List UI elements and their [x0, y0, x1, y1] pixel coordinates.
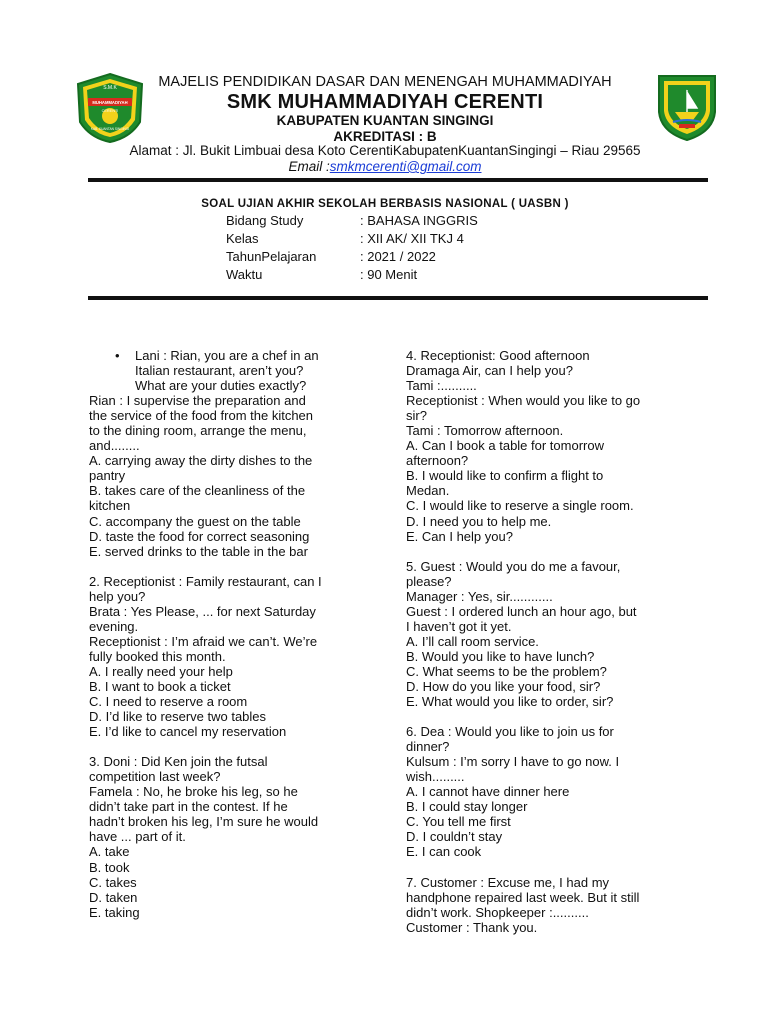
answer-option: E. What would you like to order, sir? [406, 694, 614, 710]
question-line: Guest : I ordered lunch an hour ago, but [406, 603, 637, 619]
answer-option: kitchen [89, 498, 131, 514]
answer-option: pantry [89, 468, 126, 484]
email-link[interactable]: smkmcerenti@gmail.com [329, 159, 482, 174]
answer-option: B. I want to book a ticket [89, 678, 231, 694]
answer-option: C. accompany the guest on the table [89, 513, 301, 529]
question-line: the service of the food from the kitchen [89, 408, 314, 424]
meta-value: : 90 Menit [360, 267, 418, 282]
question-line: wish......... [406, 769, 465, 785]
org-name: MAJELIS PENDIDIKAN DASAR DAN MENENGAH MUHAMMADIYAH [158, 74, 612, 90]
question-line: 2. Receptionist : Family restaurant, can I [89, 573, 322, 589]
questions-right-column [406, 348, 688, 935]
question-line: sir? [406, 408, 427, 424]
school-email-line [120, 159, 650, 174]
answer-option: B. Would you like to have lunch? [406, 648, 595, 664]
question-line: didn’t take part in the contest. If he [89, 799, 288, 815]
question-line: Receptionist : I’m afraid we can’t. We’re [89, 633, 318, 649]
answer-option: D. taken [89, 889, 138, 905]
question-line: handphone repaired last week. But it still [406, 889, 640, 905]
answer-option: E. I’d like to cancel my reservation [89, 724, 287, 740]
question-1-body [89, 393, 361, 559]
answer-option: A. carrying away the dirty dishes to the [89, 453, 313, 469]
answer-option: C. I would like to reserve a single room. [406, 498, 634, 514]
question-5 [406, 559, 688, 709]
answer-option: B. took [89, 859, 130, 875]
question-line: Receptionist : When would you like to go [406, 393, 641, 409]
question-line: Italian restaurant, aren’t you? [135, 363, 304, 379]
exam-title: SOAL UJIAN AKHIR SEKOLAH BERBASIS NASIONAL ( UASBN ) [201, 198, 569, 210]
question-line: Customer : Thank you. [406, 919, 538, 935]
answer-option: B. I could stay longer [406, 799, 528, 815]
answer-option: C. I need to reserve a room [89, 694, 248, 710]
question-line: 5. Guest : Would you do me a favour, [406, 558, 621, 574]
question-line: please? [406, 573, 452, 589]
meta-label: Kelas [226, 231, 259, 246]
answer-option: Medan. [406, 483, 450, 499]
header-divider [88, 178, 708, 182]
answer-option: E. taking [89, 904, 140, 920]
question-line: to the dining room, arrange the menu, [89, 423, 307, 439]
meta-label: Waktu [226, 267, 263, 282]
answer-option: A. Can I book a table for tomorrow [406, 438, 604, 454]
question-line: evening. [89, 618, 139, 634]
question-line: Tami :.......... [406, 378, 477, 394]
answer-option: C. takes [89, 874, 137, 890]
question-line: Rian : I supervise the preparation and [89, 393, 306, 409]
questions-left-column [89, 348, 361, 920]
question-line: 7. Customer : Excuse me, I had my [406, 874, 610, 890]
answer-option: afternoon? [406, 453, 469, 469]
question-line: Brata : Yes Please, ... for next Saturday [89, 603, 316, 619]
question-line: have ... part of it. [89, 829, 186, 845]
logo-left-text-ring: KAB. KUANTAN SINGINGI [90, 127, 130, 131]
answer-option: B. I would like to confirm a flight to [406, 468, 604, 484]
meta-value: : XII AK/ XII TKJ 4 [360, 231, 464, 246]
school-name: SMK MUHAMMADIYAH CERENTI [226, 91, 544, 113]
answer-option: E. I can cook [406, 844, 482, 860]
answer-option: A. take [89, 844, 130, 860]
question-4 [406, 348, 688, 544]
school-address: Alamat : Jl. Bukit Limbuai desa Koto CerentiKabupatenKuantanSingingi – Riau 29565 [129, 143, 641, 158]
logo-left-text-mid: MUHAMMADIYAH [92, 100, 128, 105]
answer-option: C. What seems to be the problem? [406, 663, 607, 679]
question-line: and........ [89, 438, 140, 454]
meta-divider [88, 296, 708, 300]
answer-option: D. How do you like your food, sir? [406, 678, 601, 694]
question-line: help you? [89, 588, 146, 604]
question-line: Dramaga Air, can I help you? [406, 363, 573, 379]
answer-option: A. I really need your help [89, 663, 233, 679]
logo-left-text-bot: CERENTI [101, 109, 119, 113]
answer-option: D. taste the food for correct seasoning [89, 528, 310, 544]
question-line: dinner? [406, 739, 450, 755]
answer-option: A. I cannot have dinner here [406, 784, 570, 800]
question-3 [89, 754, 361, 920]
accreditation: AKREDITASI : B [333, 129, 437, 144]
question-1-intro [89, 348, 361, 393]
question-6 [406, 724, 688, 859]
meta-label: Bidang Study [226, 213, 304, 228]
regency-name: KABUPATEN KUANTAN SINGINGI [276, 113, 494, 128]
question-line: 3. Doni : Did Ken join the futsal [89, 754, 268, 770]
question-line: hadn’t broken his leg, I’m sure he would [89, 814, 319, 830]
meta-value: : 2021 / 2022 [360, 249, 436, 264]
question-line: competition last week? [89, 769, 221, 785]
regency-crest-icon [653, 72, 721, 142]
question-line: fully booked this month. [89, 648, 226, 664]
bullet-icon: • [115, 348, 120, 363]
question-line: Tami : Tomorrow afternoon. [406, 423, 564, 439]
meta-value: : BAHASA INGGRIS [360, 213, 478, 228]
answer-option: E. served drinks to the table in the bar [89, 543, 308, 559]
question-2 [89, 574, 361, 740]
email-label: Email : [288, 159, 330, 174]
answer-option: B. takes care of the cleanliness of the [89, 483, 306, 499]
question-line: Lani : Rian, you are a chef in an [135, 348, 319, 363]
question-line: I haven’t got it yet. [406, 618, 512, 634]
question-line: What are your duties exactly? [135, 378, 307, 394]
question-line: Manager : Yes, sir............ [406, 588, 553, 604]
answer-option: A. I’ll call room service. [406, 633, 539, 649]
answer-option: D. I couldn’t stay [406, 829, 503, 845]
question-line: 4. Receptionist: Good afternoon [406, 348, 590, 363]
meta-label: TahunPelajaran [226, 249, 317, 264]
answer-option: D. I’d like to reserve two tables [89, 709, 267, 725]
logo-left-text-top: S.M.K [103, 85, 117, 91]
answer-option: C. You tell me first [406, 814, 511, 830]
question-7 [406, 875, 688, 935]
question-line: didn’t work. Shopkeeper :.......... [406, 904, 589, 920]
question-line: Famela : No, he broke his leg, so he [89, 784, 298, 800]
question-line: 6. Dea : Would you like to join us for [406, 724, 614, 740]
answer-option: D. I need you to help me. [406, 513, 552, 529]
question-line: Kulsum : I’m sorry I have to go now. I [406, 754, 620, 770]
answer-option: E. Can I help you? [406, 528, 513, 544]
